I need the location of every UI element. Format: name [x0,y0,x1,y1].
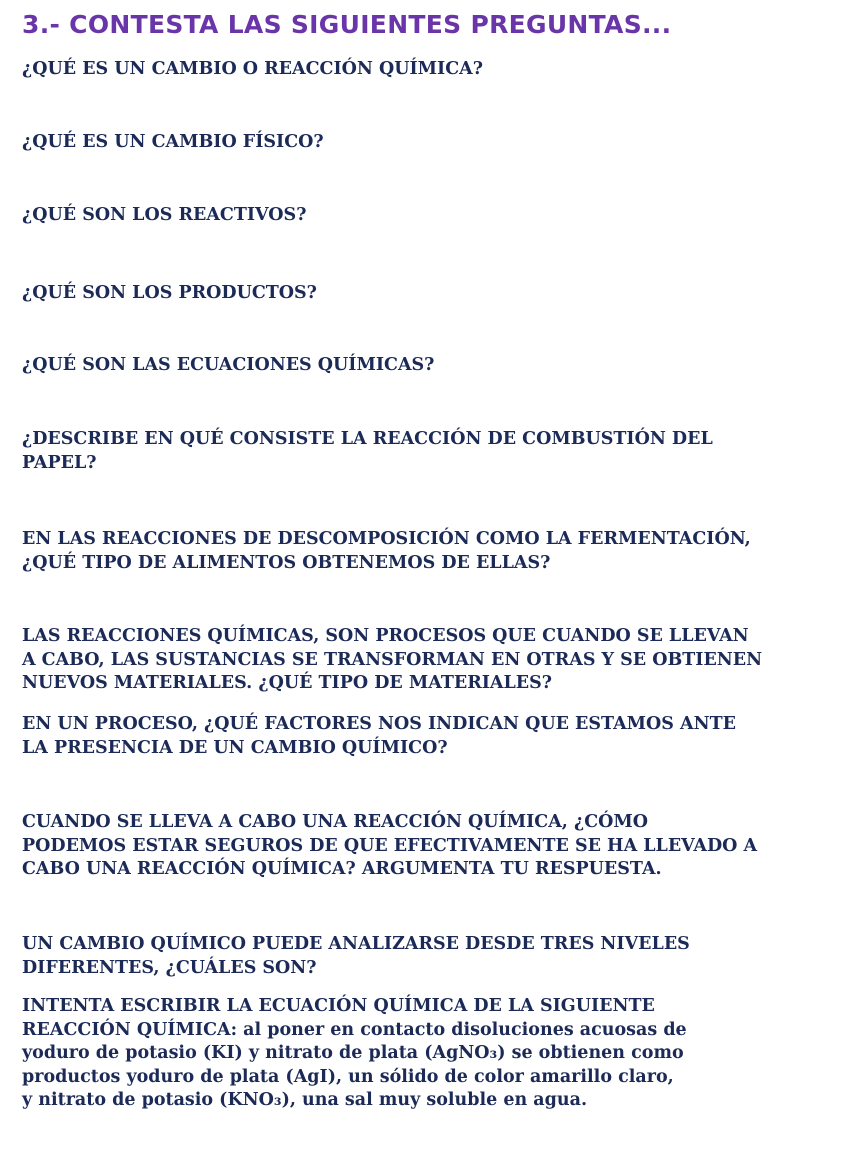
question-line: EN LAS REACCIONES DE DESCOMPOSICIÓN COMO LA FERMENTACIÓN, [22,529,751,549]
question-line: UN CAMBIO QUÍMICO PUEDE ANALIZARSE DESDE TRES NIVELES [22,934,690,954]
question-line: ¿QUÉ TIPO DE ALIMENTOS OBTENEMOS DE ELLAS? [22,552,551,573]
worksheet-title: 3.- CONTESTA LAS SIGUIENTES PREGUNTAS... [22,10,672,39]
question-line: PAPEL? [22,452,97,473]
question-line: PODEMOS ESTAR SEGUROS DE QUE EFECTIVAMENTE SE HA LLEVADO A [22,835,758,856]
question-line: yoduro de potasio (KI) y nitrato de plata (AgNO₃) se obtienen como [22,1043,684,1063]
question-paper-combustion [22,428,713,475]
question-line: ¿DESCRIBE EN QUÉ CONSISTE LA REACCIÓN DE COMBUSTIÓN DEL [22,429,713,449]
question-line: LA PRESENCIA DE UN CAMBIO QUÍMICO? [22,737,448,758]
question-line: NUEVOS MATERIALES. ¿QUÉ TIPO DE MATERIALES? [22,673,553,693]
question-line: DIFERENTES, ¿CUÁLES SON? [22,957,317,978]
question-line: LAS REACCIONES QUÍMICAS, SON PROCESOS QUE CUANDO SE LLEVAN [22,626,749,646]
question-line: A CABO, LAS SUSTANCIAS SE TRANSFORMAN EN OTRAS Y SE OBTIENEN [22,649,763,670]
question-line: productos yoduro de plata (AgI), un sólido de color amarillo claro, [22,1066,674,1087]
question-new-materials [22,625,762,696]
question-line: INTENTA ESCRIBIR LA ECUACIÓN QUÍMICA DE LA SIGUIENTE [22,996,655,1016]
question-chemical-change-factors [22,713,736,760]
question-products: ¿QUÉ SON LOS PRODUCTOS? [22,283,317,303]
question-chemical-change: ¿QUÉ ES UN CAMBIO O REACCIÓN QUÍMICA? [22,59,483,79]
question-fermentation [22,528,751,575]
question-write-equation [22,995,687,1113]
question-reaction-evidence [22,811,757,882]
question-line: EN UN PROCESO, ¿QUÉ FACTORES NOS INDICAN QUE ESTAMOS ANTE [22,714,736,734]
question-physical-change: ¿QUÉ ES UN CAMBIO FÍSICO? [22,132,324,152]
question-reactants: ¿QUÉ SON LOS REACTIVOS? [22,205,307,225]
question-line: CUANDO SE LLEVA A CABO UNA REACCIÓN QUÍMICA, ¿CÓMO [22,812,649,832]
question-line: REACCIÓN QUÍMICA: al poner en contacto disoluciones acuosas de [22,1019,687,1040]
question-line: CABO UNA REACCIÓN QUÍMICA? ARGUMENTA TU RESPUESTA. [22,859,662,879]
question-chemical-equations: ¿QUÉ SON LAS ECUACIONES QUÍMICAS? [22,355,435,375]
question-line: y nitrato de potasio (KNO₃), una sal muy soluble en agua. [22,1090,588,1110]
question-three-levels [22,933,690,980]
